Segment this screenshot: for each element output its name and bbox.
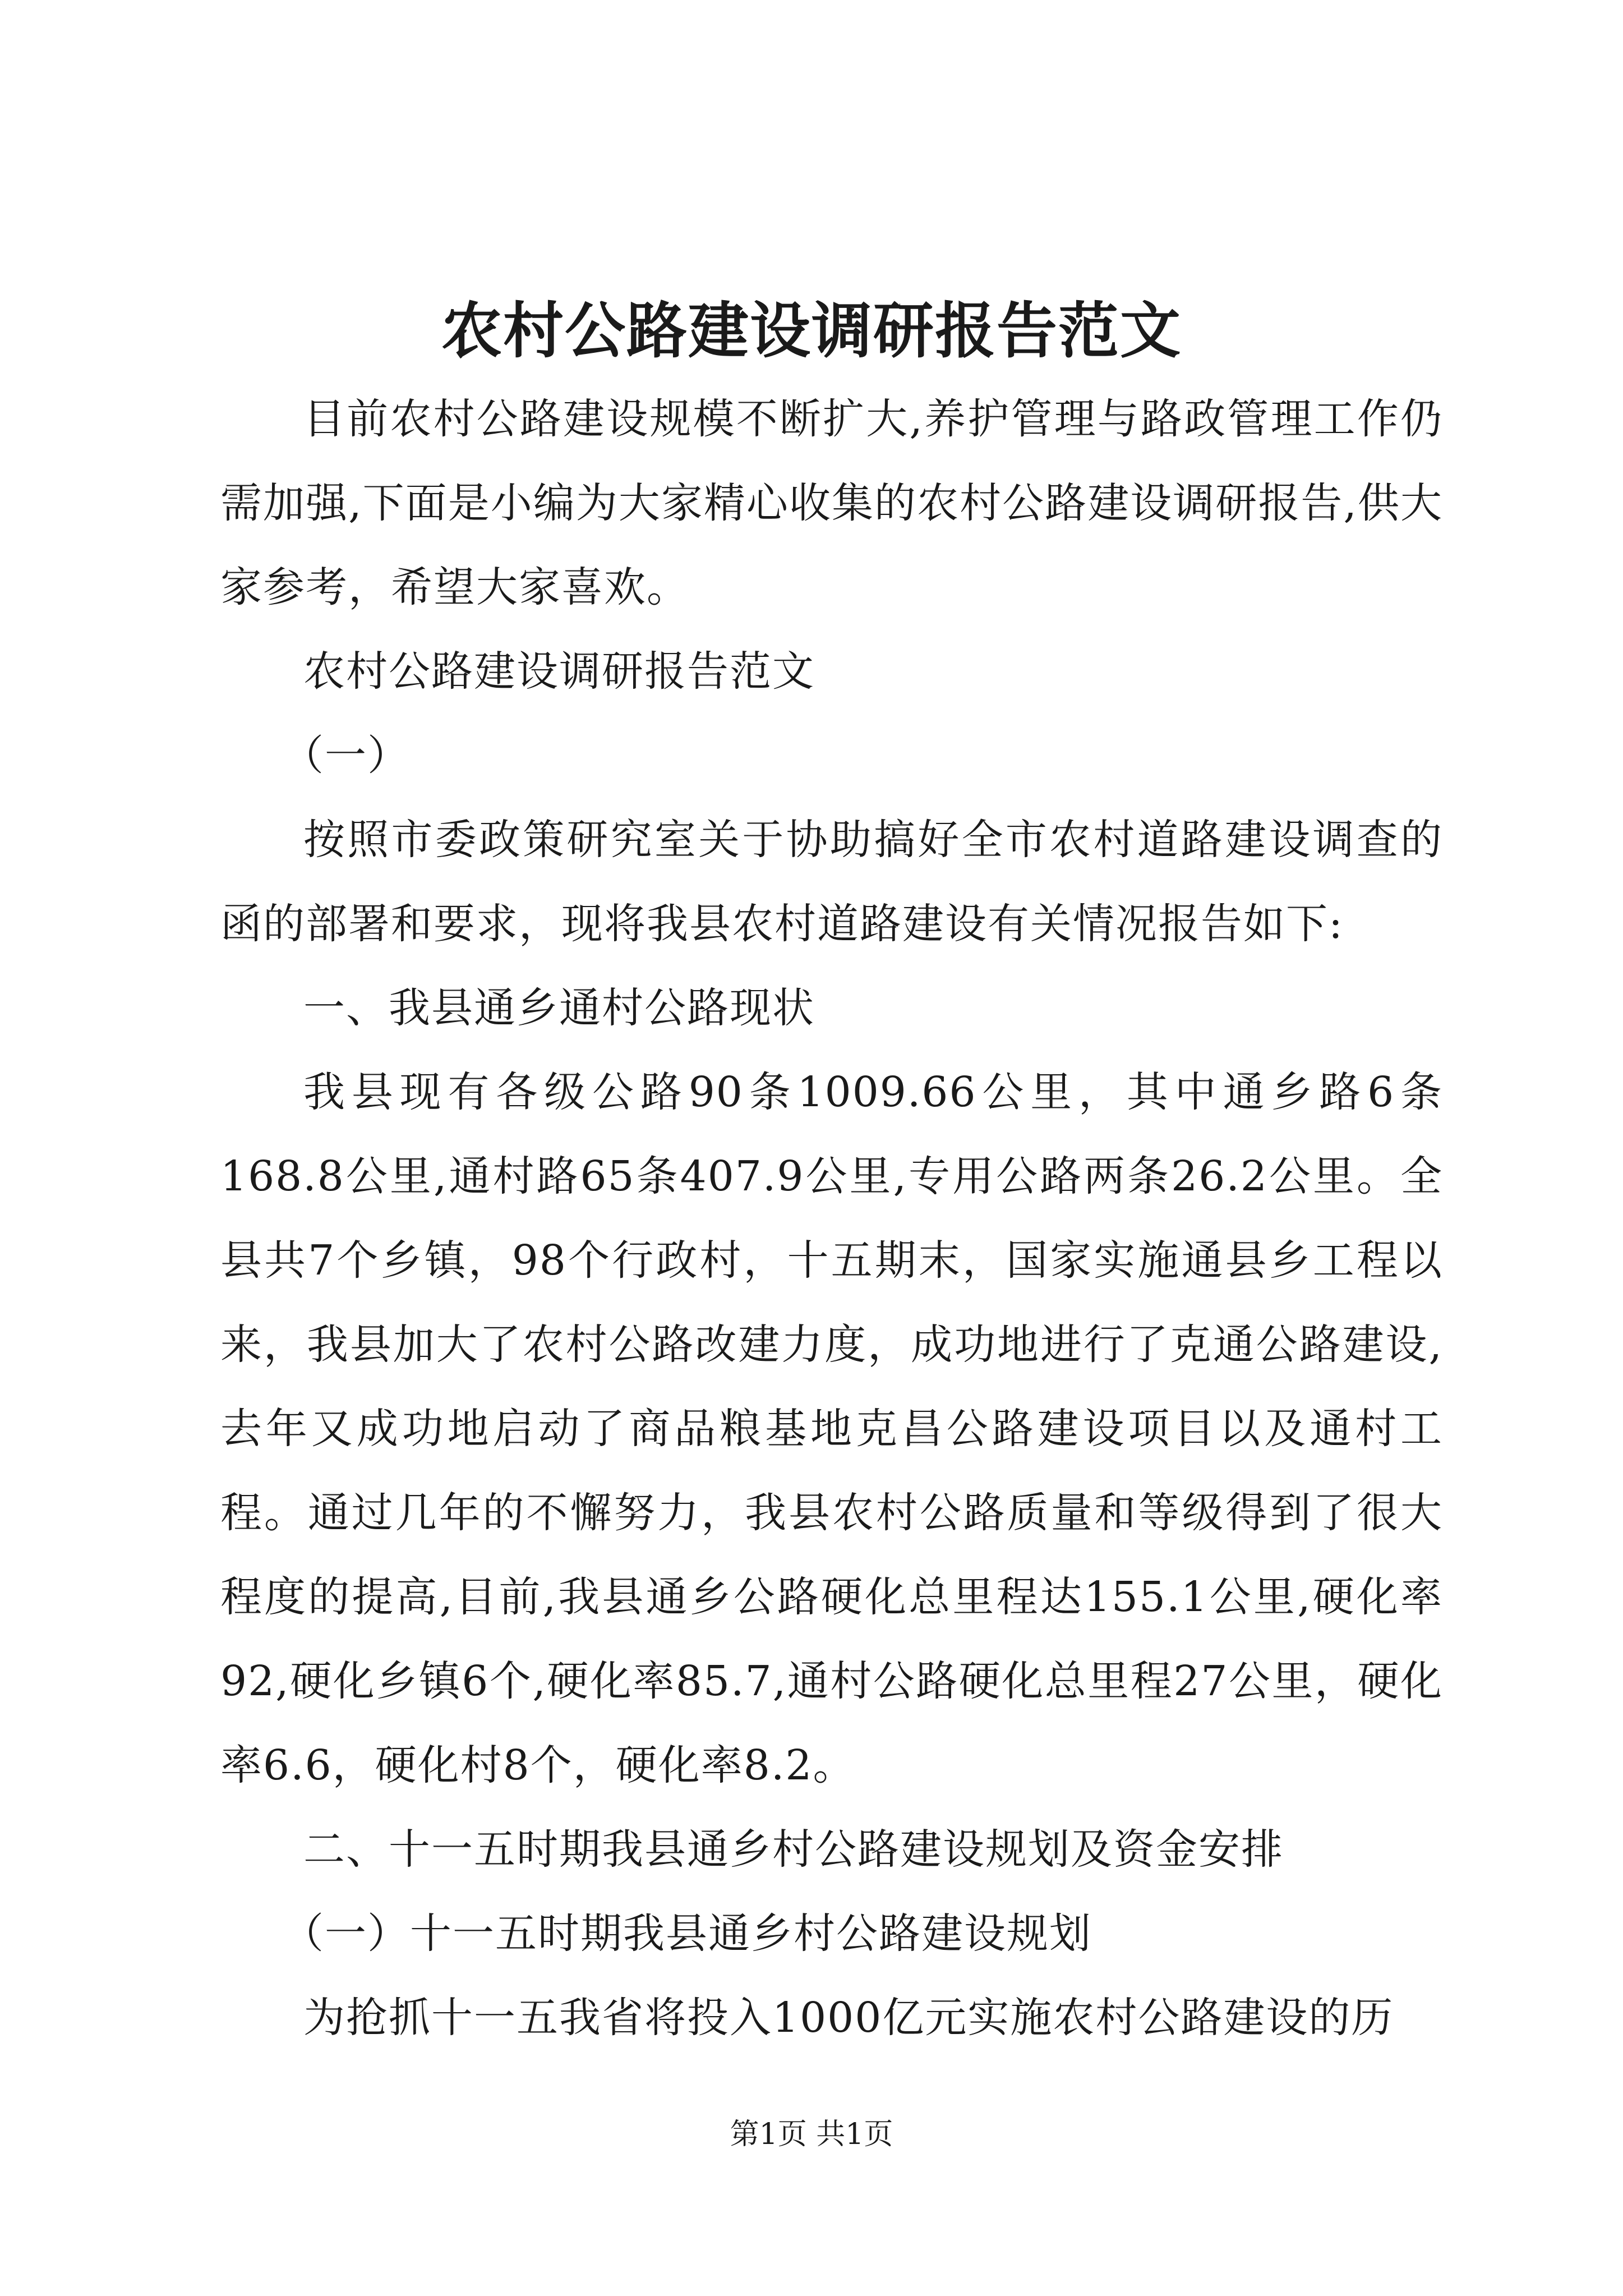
paragraph-current-status: 我县现有各级公路90条1009.66公里，其中通乡路6条168.8公里,通村路65条407.9公里,专用公路两条26.2公里。全县共7个乡镇，98个行政村，十五期末，国家实施通县乡工程以来，我县加大了农村公路改建力度，成功地进行了克通公路建设,去年又成功地启动了商品粮基地克昌公路建设项目以及通村工程。通过几年的不懈努力，我县农村公路质量和等级得到了很大程度的提高,目前,我县通乡公路硬化总里程达155.1公里,硬化率92,硬化乡镇6个,硬化率85.7,通村公路硬化总里程27公里，硬化率6.6，硬化村8个，硬化率8.2。 [220,1068,1443,1789]
paragraph-subtitle: 农村公路建设调研报告范文 [303,647,815,696]
paragraph-purpose: 按照市委政策研究室关于协助搞好全市农村道路建设调查的函的部署和要求，现将我县农村道路建设有关情况报告如下: [220,816,1443,948]
heading-current-status: 一、我县通乡通村公路现状 [303,984,815,1032]
document-body [220,377,1443,2060]
document-title: 农村公路建设调研报告范文 [441,296,1182,366]
paragraph-section-number: （一） [282,731,410,780]
heading-plan-and-funds: 二、十一五时期我县通乡村公路建设规划及资金安排 [303,1825,1284,1874]
paragraph-plan-start: 为抢抓十一五我省将投入1000亿元实施农村公路建设的历 [303,1994,1394,2042]
page-number-footer: 第1页 共1页 [730,2118,893,2151]
paragraph-intro: 目前农村公路建设规模不断扩大,养护管理与路政管理工作仍需加强,下面是小编为大家精心收集的农村公路建设调研报告,供大家参考，希望大家喜欢。 [220,395,1443,611]
heading-plan: （一）十一五时期我县通乡村公路建设规划 [282,1910,1092,1958]
